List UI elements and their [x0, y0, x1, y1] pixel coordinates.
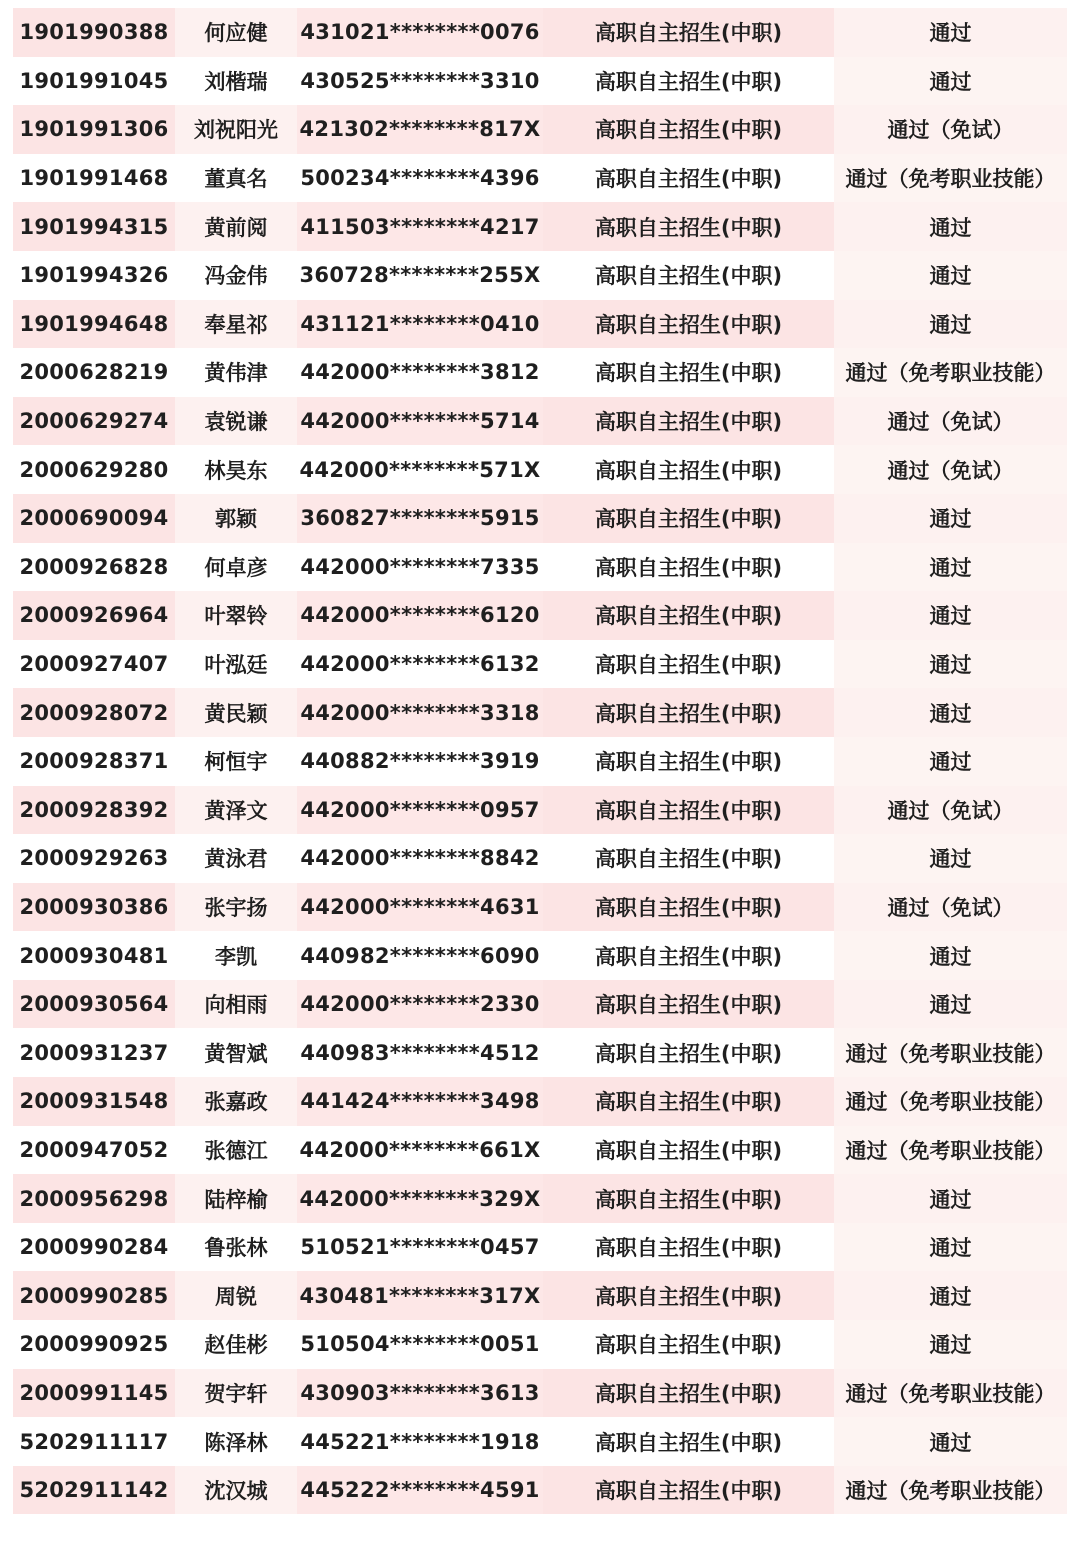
result-cell: 通过（免考职业技能） [834, 1077, 1067, 1126]
result-cell: 通过（免考职业技能） [834, 1369, 1067, 1418]
admission-results-table [13, 8, 1067, 1514]
id-card-cell: 431021********0076 [297, 8, 543, 57]
student-name-cell: 张嘉政 [175, 1077, 297, 1126]
result-cell: 通过（免考职业技能） [834, 348, 1067, 397]
student-name-cell: 郭颖 [175, 494, 297, 543]
id-card-cell: 442000********571X [297, 445, 543, 494]
admission-type-cell: 高职自主招生(中职) [543, 688, 834, 737]
result-cell: 通过（免试） [834, 445, 1067, 494]
student-name-cell: 黄泳君 [175, 834, 297, 883]
id-card-cell: 411503********4217 [297, 202, 543, 251]
exam-number-cell: 5202911117 [13, 1417, 175, 1466]
result-cell: 通过 [834, 251, 1067, 300]
admission-type-cell: 高职自主招生(中职) [543, 737, 834, 786]
exam-number-cell: 2000990925 [13, 1320, 175, 1369]
admission-type-cell: 高职自主招生(中职) [543, 883, 834, 932]
table-row [13, 1417, 1067, 1466]
admission-type-cell: 高职自主招生(中职) [543, 8, 834, 57]
table-row [13, 202, 1067, 251]
table-row [13, 105, 1067, 154]
admission-type-cell: 高职自主招生(中职) [543, 300, 834, 349]
student-name-cell: 周锐 [175, 1271, 297, 1320]
admission-type-cell: 高职自主招生(中职) [543, 786, 834, 835]
student-name-cell: 叶泓廷 [175, 640, 297, 689]
id-card-cell: 442000********8842 [297, 834, 543, 883]
table-row [13, 1223, 1067, 1272]
admission-type-cell: 高职自主招生(中职) [543, 154, 834, 203]
exam-number-cell: 2000928371 [13, 737, 175, 786]
admission-type-cell: 高职自主招生(中职) [543, 251, 834, 300]
table-row [13, 1466, 1067, 1515]
admission-type-cell: 高职自主招生(中职) [543, 931, 834, 980]
table-row [13, 154, 1067, 203]
student-name-cell: 张宇扬 [175, 883, 297, 932]
student-name-cell: 何卓彦 [175, 543, 297, 592]
result-cell: 通过 [834, 1174, 1067, 1223]
admission-type-cell: 高职自主招生(中职) [543, 1223, 834, 1272]
id-card-cell: 445221********1918 [297, 1417, 543, 1466]
id-card-cell: 440982********6090 [297, 931, 543, 980]
id-card-cell: 442000********6120 [297, 591, 543, 640]
id-card-cell: 442000********4631 [297, 883, 543, 932]
student-name-cell: 黄伟津 [175, 348, 297, 397]
exam-number-cell: 2000956298 [13, 1174, 175, 1223]
admission-type-cell: 高职自主招生(中职) [543, 57, 834, 106]
exam-number-cell: 1901991045 [13, 57, 175, 106]
result-cell: 通过 [834, 1223, 1067, 1272]
table-row [13, 300, 1067, 349]
id-card-cell: 442000********329X [297, 1174, 543, 1223]
id-card-cell: 360827********5915 [297, 494, 543, 543]
exam-number-cell: 2000629274 [13, 397, 175, 446]
id-card-cell: 442000********661X [297, 1126, 543, 1175]
exam-number-cell: 2000990284 [13, 1223, 175, 1272]
result-cell: 通过 [834, 737, 1067, 786]
id-card-cell: 442000********3318 [297, 688, 543, 737]
id-card-cell: 441424********3498 [297, 1077, 543, 1126]
admission-type-cell: 高职自主招生(中职) [543, 640, 834, 689]
result-cell: 通过 [834, 1417, 1067, 1466]
student-name-cell: 向相雨 [175, 980, 297, 1029]
admission-type-cell: 高职自主招生(中职) [543, 1417, 834, 1466]
table-row [13, 737, 1067, 786]
table-row [13, 397, 1067, 446]
admission-type-cell: 高职自主招生(中职) [543, 1320, 834, 1369]
exam-number-cell: 1901994326 [13, 251, 175, 300]
result-cell: 通过 [834, 640, 1067, 689]
student-name-cell: 黄前阅 [175, 202, 297, 251]
id-card-cell: 500234********4396 [297, 154, 543, 203]
exam-number-cell: 2000690094 [13, 494, 175, 543]
exam-number-cell: 5202911142 [13, 1466, 175, 1515]
result-cell: 通过（免考职业技能） [834, 154, 1067, 203]
id-card-cell: 421302********817X [297, 105, 543, 154]
admission-type-cell: 高职自主招生(中职) [543, 105, 834, 154]
exam-number-cell: 2000990285 [13, 1271, 175, 1320]
result-cell: 通过 [834, 591, 1067, 640]
exam-number-cell: 2000991145 [13, 1369, 175, 1418]
student-name-cell: 何应健 [175, 8, 297, 57]
student-name-cell: 陆梓榆 [175, 1174, 297, 1223]
table-row [13, 1369, 1067, 1418]
exam-number-cell: 2000928392 [13, 786, 175, 835]
admission-type-cell: 高职自主招生(中职) [543, 445, 834, 494]
result-cell: 通过（免试） [834, 397, 1067, 446]
student-name-cell: 黄民颖 [175, 688, 297, 737]
exam-number-cell: 2000931237 [13, 1028, 175, 1077]
result-cell: 通过 [834, 1320, 1067, 1369]
exam-number-cell: 2000947052 [13, 1126, 175, 1175]
student-name-cell: 董真名 [175, 154, 297, 203]
id-card-cell: 360728********255X [297, 251, 543, 300]
exam-number-cell: 2000928072 [13, 688, 175, 737]
admission-type-cell: 高职自主招生(中职) [543, 1174, 834, 1223]
exam-number-cell: 1901994315 [13, 202, 175, 251]
result-cell: 通过（免考职业技能） [834, 1028, 1067, 1077]
exam-number-cell: 2000931548 [13, 1077, 175, 1126]
id-card-cell: 445222********4591 [297, 1466, 543, 1515]
table-row [13, 8, 1067, 57]
admission-type-cell: 高职自主招生(中职) [543, 834, 834, 883]
result-cell: 通过 [834, 834, 1067, 883]
table-row [13, 688, 1067, 737]
exam-number-cell: 2000930386 [13, 883, 175, 932]
admission-type-cell: 高职自主招生(中职) [543, 1466, 834, 1515]
table-row [13, 445, 1067, 494]
result-cell: 通过 [834, 8, 1067, 57]
exam-number-cell: 2000930481 [13, 931, 175, 980]
exam-number-cell: 2000927407 [13, 640, 175, 689]
result-cell: 通过（免考职业技能） [834, 1126, 1067, 1175]
result-cell: 通过 [834, 57, 1067, 106]
admission-type-cell: 高职自主招生(中职) [543, 543, 834, 592]
admission-type-cell: 高职自主招生(中职) [543, 1028, 834, 1077]
student-name-cell: 刘楷瑞 [175, 57, 297, 106]
id-card-cell: 442000********5714 [297, 397, 543, 446]
exam-number-cell: 1901990388 [13, 8, 175, 57]
admission-type-cell: 高职自主招生(中职) [543, 591, 834, 640]
admission-type-cell: 高职自主招生(中职) [543, 202, 834, 251]
admission-type-cell: 高职自主招生(中职) [543, 1077, 834, 1126]
id-card-cell: 431121********0410 [297, 300, 543, 349]
table-row [13, 1028, 1067, 1077]
student-name-cell: 黄泽文 [175, 786, 297, 835]
admission-type-cell: 高职自主招生(中职) [543, 980, 834, 1029]
table-row [13, 348, 1067, 397]
student-name-cell: 柯恒宇 [175, 737, 297, 786]
student-name-cell: 李凯 [175, 931, 297, 980]
table-row [13, 591, 1067, 640]
result-cell: 通过（免考职业技能） [834, 1466, 1067, 1515]
student-name-cell: 赵佳彬 [175, 1320, 297, 1369]
admission-type-cell: 高职自主招生(中职) [543, 494, 834, 543]
exam-number-cell: 1901991306 [13, 105, 175, 154]
admission-type-cell: 高职自主招生(中职) [543, 348, 834, 397]
student-name-cell: 沈汉城 [175, 1466, 297, 1515]
id-card-cell: 442000********6132 [297, 640, 543, 689]
result-cell: 通过 [834, 543, 1067, 592]
result-cell: 通过 [834, 494, 1067, 543]
result-cell: 通过 [834, 300, 1067, 349]
admission-type-cell: 高职自主招生(中职) [543, 1271, 834, 1320]
table-row [13, 1174, 1067, 1223]
id-card-cell: 442000********0957 [297, 786, 543, 835]
exam-number-cell: 2000628219 [13, 348, 175, 397]
table-row [13, 640, 1067, 689]
id-card-cell: 510504********0051 [297, 1320, 543, 1369]
table-row [13, 834, 1067, 883]
id-card-cell: 442000********2330 [297, 980, 543, 1029]
student-name-cell: 冯金伟 [175, 251, 297, 300]
result-cell: 通过 [834, 980, 1067, 1029]
table-row [13, 57, 1067, 106]
exam-number-cell: 2000926964 [13, 591, 175, 640]
result-cell: 通过 [834, 931, 1067, 980]
admission-type-cell: 高职自主招生(中职) [543, 397, 834, 446]
id-card-cell: 442000********3812 [297, 348, 543, 397]
student-name-cell: 鲁张林 [175, 1223, 297, 1272]
table-row [13, 543, 1067, 592]
id-card-cell: 442000********7335 [297, 543, 543, 592]
student-name-cell: 林昊东 [175, 445, 297, 494]
table-row [13, 980, 1067, 1029]
admission-type-cell: 高职自主招生(中职) [543, 1126, 834, 1175]
student-name-cell: 叶翠铃 [175, 591, 297, 640]
result-cell: 通过（免试） [834, 883, 1067, 932]
id-card-cell: 440983********4512 [297, 1028, 543, 1077]
student-name-cell: 张德江 [175, 1126, 297, 1175]
exam-number-cell: 2000926828 [13, 543, 175, 592]
table-row [13, 1271, 1067, 1320]
id-card-cell: 430903********3613 [297, 1369, 543, 1418]
student-name-cell: 黄智斌 [175, 1028, 297, 1077]
table-row [13, 1077, 1067, 1126]
result-cell: 通过（免试） [834, 786, 1067, 835]
student-name-cell: 贺宇轩 [175, 1369, 297, 1418]
exam-number-cell: 2000629280 [13, 445, 175, 494]
result-cell: 通过 [834, 1271, 1067, 1320]
exam-number-cell: 1901991468 [13, 154, 175, 203]
result-cell: 通过 [834, 688, 1067, 737]
result-cell: 通过 [834, 202, 1067, 251]
student-name-cell: 陈泽林 [175, 1417, 297, 1466]
table-row [13, 931, 1067, 980]
table-row [13, 1320, 1067, 1369]
student-name-cell: 奉星祁 [175, 300, 297, 349]
student-name-cell: 袁锐谦 [175, 397, 297, 446]
id-card-cell: 430481********317X [297, 1271, 543, 1320]
admission-type-cell: 高职自主招生(中职) [543, 1369, 834, 1418]
table-row [13, 251, 1067, 300]
exam-number-cell: 1901994648 [13, 300, 175, 349]
exam-number-cell: 2000930564 [13, 980, 175, 1029]
id-card-cell: 440882********3919 [297, 737, 543, 786]
result-cell: 通过（免试） [834, 105, 1067, 154]
id-card-cell: 510521********0457 [297, 1223, 543, 1272]
id-card-cell: 430525********3310 [297, 57, 543, 106]
table-row [13, 786, 1067, 835]
table-body [13, 8, 1067, 1514]
table-row [13, 1126, 1067, 1175]
student-name-cell: 刘祝阳光 [175, 105, 297, 154]
table-row [13, 494, 1067, 543]
exam-number-cell: 2000929263 [13, 834, 175, 883]
table-row [13, 883, 1067, 932]
